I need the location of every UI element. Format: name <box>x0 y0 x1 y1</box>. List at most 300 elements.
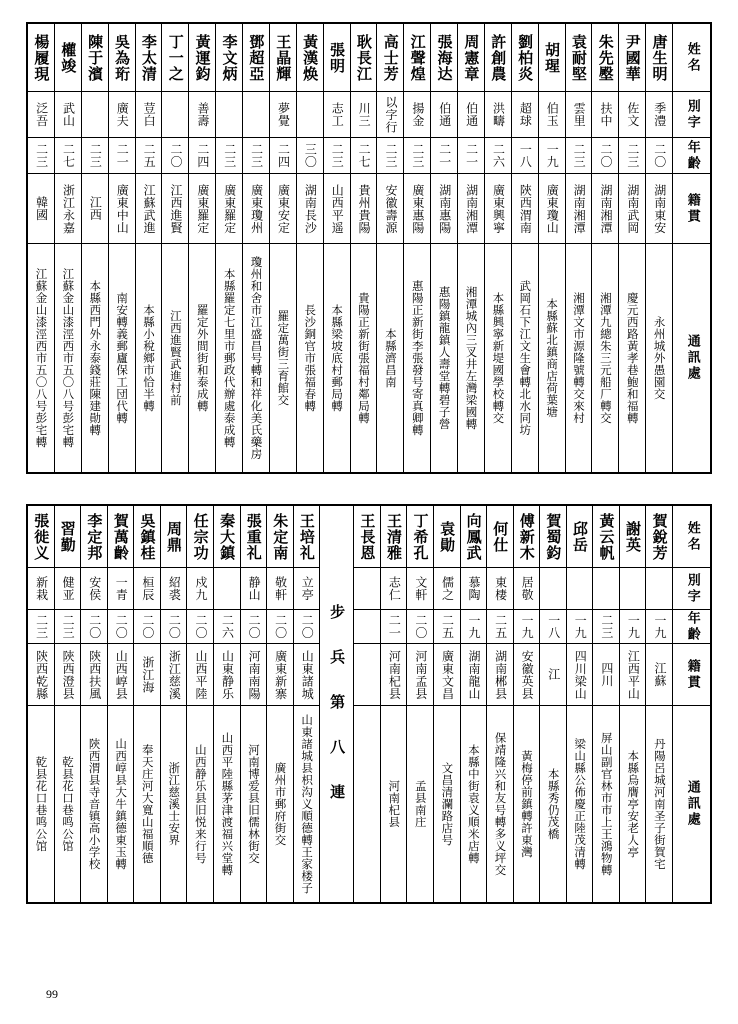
cell-text: 梁山縣公佈慶正陸茂清轉 <box>573 738 588 870</box>
cell-nm <box>241 506 267 568</box>
cell-al <box>566 92 592 138</box>
cell-al <box>351 92 377 138</box>
cell-text: 二一 <box>387 614 402 639</box>
cell-text: 湖南龍山 <box>467 649 481 700</box>
cell-text: 浙江永嘉 <box>61 183 76 234</box>
cell-text: 伯玉 <box>545 102 560 127</box>
cell-text: 張明 <box>327 41 346 74</box>
person-column[interactable] <box>215 24 242 472</box>
cell-og <box>294 644 320 706</box>
cell-text: 二〇 <box>169 143 184 168</box>
cell-ag <box>109 138 135 174</box>
row-header-0 <box>673 24 710 92</box>
person-column[interactable] <box>486 506 513 902</box>
cell-ag <box>539 138 565 174</box>
cell-text: 邱岳 <box>570 520 589 553</box>
cell-og <box>351 174 377 244</box>
person-column[interactable] <box>484 24 511 472</box>
cell-nm <box>592 24 618 92</box>
cell-nm <box>381 506 407 568</box>
cell-al <box>487 568 513 610</box>
person-column[interactable] <box>460 506 487 902</box>
cell-nm <box>243 24 269 92</box>
cell-nm <box>377 24 403 92</box>
person-column[interactable] <box>538 24 565 472</box>
cell-text: 山西平陸 <box>193 649 208 700</box>
cell-ag <box>351 138 377 174</box>
cell-ag <box>55 138 81 174</box>
cell-text: 洪疇 <box>491 102 506 127</box>
cell-og <box>461 644 487 706</box>
person-column[interactable] <box>240 506 267 902</box>
cell-text: 張重礼 <box>244 512 263 561</box>
cell-ad <box>351 244 377 472</box>
cell-text: 本縣西門外永泰錢莊陳建勛轉 <box>88 280 103 436</box>
cell-text: 惠陽正新街李張發号寄真卿轉 <box>410 280 425 436</box>
cell-text: 丹陽呂城河南圣子街賀宅 <box>652 738 667 870</box>
cell-ag <box>646 138 672 174</box>
cell-text: 浙江慈溪士安界 <box>167 762 182 846</box>
person-column[interactable] <box>107 506 134 902</box>
cell-nm <box>324 24 350 92</box>
cell-text: 向鳳武 <box>464 512 483 561</box>
cell-text: 江蘇 <box>652 662 667 687</box>
cell-text: 廣東惠陽 <box>410 183 425 234</box>
cell-text: 伯通 <box>437 102 452 127</box>
cell-og <box>407 644 433 706</box>
person-column[interactable] <box>133 506 160 902</box>
cell-ad <box>514 706 540 902</box>
cell-text: 李定邦 <box>85 512 104 561</box>
cell-nm <box>567 506 593 568</box>
cell-text: 季澧 <box>652 102 667 127</box>
cell-nm <box>108 506 134 568</box>
cell-al <box>646 92 672 138</box>
cell-ag <box>294 610 320 644</box>
cell-ad <box>241 706 267 902</box>
person-column[interactable] <box>135 24 162 472</box>
cell-text: 志工 <box>330 102 345 127</box>
cell-text: 永州城外愚園交 <box>652 316 667 400</box>
cell-text: 二〇 <box>193 614 208 639</box>
cell-text: 陝西扶風 <box>87 649 102 700</box>
cell-al <box>619 92 645 138</box>
cell-al <box>354 568 380 610</box>
cell-og <box>514 644 540 706</box>
cell-text: 籍貫 <box>684 658 700 691</box>
cell-text: 二六 <box>220 614 235 639</box>
cell-text: 東棲 <box>493 576 508 601</box>
cell-text: 羅定萬街三育館交 <box>276 310 291 406</box>
cell-text: 湖南長沙 <box>303 183 318 234</box>
cell-ag <box>381 610 407 644</box>
cell-text: 慕陶 <box>467 576 481 601</box>
cell-al <box>161 568 187 610</box>
cell-text: 湖南武岡 <box>625 183 640 234</box>
cell-ag <box>134 610 160 644</box>
cell-text: 袁耐堅 <box>569 33 588 82</box>
person-column[interactable] <box>81 24 108 472</box>
cell-nm <box>294 506 320 568</box>
cell-text: 二四 <box>195 143 210 168</box>
cell-text: 廣東瓊山 <box>545 183 560 234</box>
cell-ag <box>267 610 293 644</box>
person-column[interactable] <box>565 24 592 472</box>
person-column[interactable] <box>592 506 619 902</box>
cell-al <box>514 568 540 610</box>
cell-text: 一九 <box>467 614 481 639</box>
cell-text: 張徙义 <box>32 512 51 561</box>
person-column[interactable] <box>108 24 135 472</box>
person-column[interactable] <box>376 24 403 472</box>
cell-nm <box>161 506 187 568</box>
cell-og <box>324 174 350 244</box>
cell-al <box>28 568 54 610</box>
person-column[interactable] <box>80 506 107 902</box>
cell-og <box>566 174 592 244</box>
cell-nm <box>619 24 645 92</box>
cell-ad <box>458 244 484 472</box>
cell-nm <box>55 506 81 568</box>
cell-text: 朱先壂 <box>596 33 615 82</box>
cell-nm <box>431 24 457 92</box>
person-column[interactable] <box>591 24 618 472</box>
cell-text: 丁一之 <box>166 33 185 82</box>
cell-ag <box>187 610 213 644</box>
cell-al <box>297 92 323 138</box>
cell-nm <box>134 506 160 568</box>
cell-text: 通訊處 <box>684 334 700 382</box>
page-number: 99 <box>46 987 58 1001</box>
cell-og <box>55 174 81 244</box>
cell-text: 本縣小稅鄉市恰半轉 <box>142 304 157 412</box>
person-column[interactable] <box>380 506 407 902</box>
cell-text: 本縣烏膺亭安老人亭 <box>626 750 641 858</box>
row-header-3 <box>673 644 710 706</box>
cell-text: 丁希孔 <box>411 512 430 561</box>
cell-text: 二三 <box>34 614 49 639</box>
cell-og <box>189 174 215 244</box>
person-column[interactable] <box>619 506 646 902</box>
cell-al <box>646 568 672 610</box>
cell-ad <box>431 244 457 472</box>
cell-ag <box>461 610 487 644</box>
cell-nm <box>539 24 565 92</box>
cell-text: 袁勛 <box>438 520 457 553</box>
cell-text: 唐生明 <box>650 33 669 82</box>
cell-ad <box>28 706 54 902</box>
person-column[interactable] <box>269 24 296 472</box>
cell-al <box>108 568 134 610</box>
person-column[interactable] <box>160 506 187 902</box>
cell-nm <box>512 24 538 92</box>
cell-og <box>404 174 430 244</box>
cell-nm <box>297 24 323 92</box>
cell-text: 廣東中山 <box>115 183 130 234</box>
cell-nm <box>487 506 513 568</box>
cell-text: 陝西乾縣 <box>34 649 49 700</box>
cell-al <box>267 568 293 610</box>
cell-text: 湖南郴县 <box>493 649 508 700</box>
cell-text: 本縣蘇北鎮商店荷葉塘 <box>545 298 560 418</box>
cell-ag <box>216 138 242 174</box>
cell-text: 姓名 <box>684 41 700 74</box>
cell-text: 二五 <box>440 614 455 639</box>
cell-text: 一九 <box>626 614 641 639</box>
person-column[interactable] <box>618 24 645 472</box>
cell-nm <box>646 24 672 92</box>
cell-text: 江西進賢 <box>169 183 184 234</box>
cell-text: 二三 <box>88 143 103 168</box>
unit-label <box>320 506 353 902</box>
cell-ad <box>539 244 565 472</box>
cell-og <box>267 644 293 706</box>
cell-ad <box>108 706 134 902</box>
cell-text: 一青 <box>114 576 129 601</box>
cell-al <box>592 92 618 138</box>
cell-text: 河南孟县 <box>413 649 428 700</box>
person-column[interactable] <box>539 506 566 902</box>
cell-text: 二〇 <box>247 614 262 639</box>
person-column[interactable] <box>406 506 433 902</box>
person-column[interactable] <box>323 24 350 472</box>
cell-al <box>136 92 162 138</box>
cell-text: 湖南湘潭 <box>599 183 614 234</box>
cell-og <box>377 174 403 244</box>
cell-ad <box>109 244 135 472</box>
cell-ag <box>108 610 134 644</box>
cell-text: 賀銳芳 <box>650 512 669 561</box>
person-column[interactable] <box>54 24 81 472</box>
cell-text: 廣州市郵府街交 <box>273 762 288 846</box>
cell-nm <box>354 506 380 568</box>
cell-ag <box>377 138 403 174</box>
cell-nm <box>566 24 592 92</box>
cell-al <box>162 92 188 138</box>
cell-ag <box>28 610 54 644</box>
person-column[interactable] <box>242 24 269 472</box>
cell-text: 本縣秀仍茂橋 <box>546 768 561 840</box>
cell-ag <box>82 138 108 174</box>
cell-og <box>161 644 187 706</box>
cell-al <box>539 92 565 138</box>
cell-text: 廣東文昌 <box>440 649 455 700</box>
cell-al <box>434 568 460 610</box>
cell-text: 桓辰 <box>140 576 155 601</box>
row-header-2 <box>673 610 710 644</box>
cell-og <box>434 644 460 706</box>
cell-nm <box>189 24 215 92</box>
person-column[interactable] <box>296 24 323 472</box>
person-column[interactable] <box>266 506 293 902</box>
cell-ad <box>216 244 242 472</box>
cell-ag <box>514 610 540 644</box>
cell-text: 紹裘 <box>167 576 182 601</box>
person-column[interactable] <box>213 506 240 902</box>
cell-al <box>404 92 430 138</box>
cell-nm <box>214 506 240 568</box>
cell-text: 傅新木 <box>517 512 536 561</box>
cell-text: 二〇 <box>140 614 155 639</box>
cell-ad <box>243 244 269 472</box>
cell-text: 黃運鈞 <box>193 33 212 82</box>
cell-nm <box>404 24 430 92</box>
cell-al <box>241 568 267 610</box>
cell-text: 山東諸城 <box>300 649 315 700</box>
person-column[interactable] <box>293 506 320 902</box>
cell-og <box>487 644 513 706</box>
cell-ad <box>82 244 108 472</box>
cell-text: 江蘇武進 <box>142 183 157 234</box>
cell-ag <box>619 138 645 174</box>
cell-ad <box>354 706 380 902</box>
cell-text: 惠陽鎮龍鎮人壽堂轉碧子營 <box>437 286 452 430</box>
cell-text: 江 <box>546 668 561 681</box>
roster-table-2 <box>26 504 712 904</box>
cell-text: 山西崞县 <box>114 649 129 700</box>
cell-nm <box>646 506 672 568</box>
person-column[interactable] <box>457 24 484 472</box>
cell-ag <box>431 138 457 174</box>
cell-text: 通訊處 <box>684 780 700 828</box>
cell-text: 賀蜀鈞 <box>544 512 563 561</box>
cell-og <box>55 644 81 706</box>
person-column[interactable] <box>350 24 377 472</box>
cell-text: 二三 <box>599 614 614 639</box>
cell-ad <box>377 244 403 472</box>
cell-text: 河南杞县 <box>387 649 402 700</box>
cell-text: 貴州貴陽 <box>357 183 372 234</box>
cell-text: 習勤 <box>58 520 77 553</box>
cell-og <box>82 174 108 244</box>
cell-text: 江西進賢武進村前 <box>168 310 183 406</box>
person-column[interactable] <box>513 506 540 902</box>
person-column[interactable] <box>188 24 215 472</box>
cell-text: 二〇 <box>413 614 428 639</box>
cell-og <box>270 174 296 244</box>
cell-ad <box>187 706 213 902</box>
cell-text: 四川梁山 <box>573 649 588 700</box>
person-column[interactable] <box>186 506 213 902</box>
cell-ad <box>512 244 538 472</box>
cell-text: 文昌清瀾路店号 <box>440 762 455 846</box>
cell-ad <box>81 706 107 902</box>
cell-text: 二〇 <box>114 614 129 639</box>
cell-text: 謝英 <box>624 520 643 553</box>
cell-ad <box>593 706 619 902</box>
person-column[interactable] <box>161 24 188 472</box>
cell-text: 別字 <box>684 98 700 131</box>
cell-ag <box>485 138 511 174</box>
person-column[interactable] <box>353 506 380 902</box>
cell-text: 周鼎 <box>165 520 184 553</box>
cell-text: 志仁 <box>387 576 402 601</box>
cell-al <box>377 92 403 138</box>
cell-ag <box>407 610 433 644</box>
cell-text: 別字 <box>684 572 700 605</box>
cell-ad <box>381 706 407 902</box>
person-column[interactable] <box>54 506 81 902</box>
cell-text: 何仕 <box>491 520 510 553</box>
cell-text: 羅定外間街和泰成轉 <box>195 304 210 412</box>
person-column[interactable] <box>511 24 538 472</box>
person-column[interactable] <box>430 24 457 472</box>
cell-al <box>593 568 619 610</box>
cell-text: 善壽 <box>195 102 210 127</box>
cell-text: 河南南陽 <box>247 649 262 700</box>
cell-text: 江西平山 <box>626 649 641 700</box>
cell-ad <box>214 706 240 902</box>
cell-nm <box>593 506 619 568</box>
cell-al <box>81 568 107 610</box>
cell-text: 二〇 <box>300 614 315 639</box>
cell-og <box>136 174 162 244</box>
cell-text: 湘潭文市源隆號轉交來村 <box>572 292 587 424</box>
cell-text: 廣東羅定 <box>222 183 237 234</box>
cell-ag <box>161 610 187 644</box>
cell-nm <box>136 24 162 92</box>
cell-text: 瓊州和舍市江盛昌号轉和祥化美氏藥房 <box>249 256 264 460</box>
cell-al <box>243 92 269 138</box>
cell-text: 以字行 <box>384 95 399 134</box>
person-column[interactable] <box>645 506 672 902</box>
cell-text: 浙江海 <box>140 655 155 694</box>
cell-nm <box>216 24 242 92</box>
person-column[interactable] <box>403 24 430 472</box>
cell-al <box>109 92 135 138</box>
person-column[interactable] <box>645 24 672 472</box>
cell-text: 佐文 <box>625 102 640 127</box>
cell-text: 山西平陸縣茅津渡福兴堂轉 <box>220 732 235 876</box>
cell-ag <box>243 138 269 174</box>
cell-text: 川三 <box>357 102 372 127</box>
cell-text: 年齡 <box>684 139 700 172</box>
person-column[interactable] <box>28 24 54 472</box>
cell-text: 胡瑆 <box>542 41 561 74</box>
cell-ad <box>297 244 323 472</box>
person-column[interactable] <box>433 506 460 902</box>
cell-text: 湘潭城內三叉井左灣梁國轉 <box>464 286 479 430</box>
cell-ag <box>241 610 267 644</box>
person-column[interactable] <box>566 506 593 902</box>
cell-text: 陝西渭县寺音镇高小学校 <box>87 738 102 870</box>
cell-og <box>297 174 323 244</box>
cell-ad <box>566 244 592 472</box>
cell-ag <box>297 138 323 174</box>
cell-og <box>134 644 160 706</box>
cell-ag <box>512 138 538 174</box>
cell-text: 廣東新寨 <box>273 649 288 700</box>
person-column[interactable] <box>28 506 54 902</box>
cell-text: 一九 <box>545 143 560 168</box>
cell-al <box>485 92 511 138</box>
cell-og <box>540 644 566 706</box>
cell-al <box>407 568 433 610</box>
cell-og <box>512 174 538 244</box>
cell-text: 一八 <box>546 614 561 639</box>
cell-al <box>216 92 242 138</box>
cell-al <box>270 92 296 138</box>
cell-text: 張海达 <box>435 33 454 82</box>
cell-og <box>567 644 593 706</box>
cell-al <box>134 568 160 610</box>
cell-ad <box>162 244 188 472</box>
unit-label-text: 步 兵 第 八 連 <box>328 603 347 805</box>
cell-text: 居敬 <box>520 576 535 601</box>
cell-text: 二六 <box>491 143 506 168</box>
cell-ag <box>189 138 215 174</box>
cell-text: 廣東安定 <box>276 183 291 234</box>
